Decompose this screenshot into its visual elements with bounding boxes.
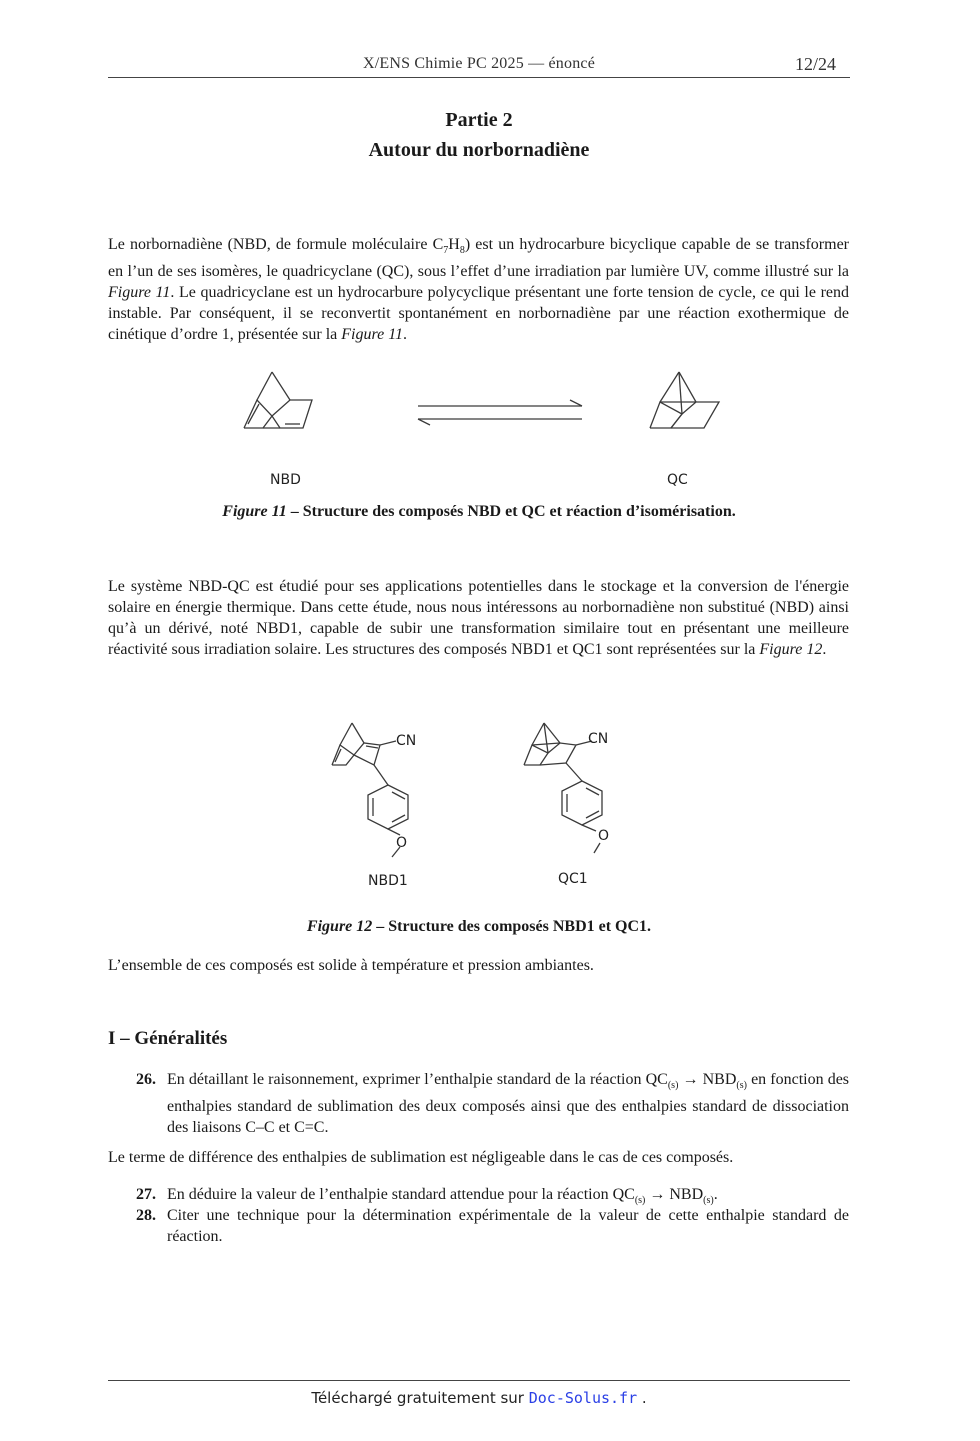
equilibrium-arrows — [418, 400, 582, 425]
state-paragraph: L’ensemble de ces composés est solide à température et pression ambiantes. — [108, 957, 594, 974]
nbd-structure — [244, 372, 312, 428]
qc-label: QC — [667, 472, 688, 488]
part-title: Partie 2 — [445, 109, 513, 131]
question-text: Citer une technique pour la détermination expérimentale de la valeur de cette enthalpie standard de réaction. — [167, 1207, 849, 1245]
qc1-o-label: O — [598, 828, 610, 844]
nbd-label: NBD — [270, 472, 301, 488]
question-text: En détaillant le raisonnement, exprimer l’enthalpie standard de la réaction $QC_{(s)} \to NBD_{(s)}$ en fonction des enthalpies standard de sublimation des deux composés ainsi que des enthalpies standard de dissociation des liaisons C–C et C=C. — [167, 1071, 850, 1137]
footer-rule — [108, 1380, 850, 1381]
footer: Téléchargé gratuitement sur Doc-Solus.fr . — [311, 1389, 647, 1407]
qc-structure — [650, 372, 719, 428]
part-subtitle: Autour du norbornadiène — [368, 139, 590, 161]
question-number: 28. — [136, 1207, 156, 1224]
question-number: 27. — [136, 1186, 156, 1203]
nbd1-cn-label: CN — [396, 733, 417, 749]
nbd1-label: NBD1 — [368, 873, 408, 889]
second-paragraph: Le système NBD-QC est étudié pour ses applications potentielles dans le stockage et la conversion de l'énergie solaire en énergie thermique. Dans cette étude, nous nous intéressons au norbornadiène non substitué (NBD) ainsi qu’à un dérivé, noté NBD1, capable de subir une transformation similaire tout en présentant une meilleure réactivité sous irradiation solaire. Les structures des composés NBD1 et QC1 sont représentées sur la Figure 12. — [108, 578, 849, 658]
header-rule — [108, 77, 850, 78]
doc-solus-link[interactable]: Doc-Solus.fr — [528, 1389, 638, 1407]
qc1-label: QC1 — [558, 871, 588, 887]
figure-ref: Figure 12 — [759, 641, 823, 658]
figure-12-caption: Figure 12 – Structure des composés NBD1 et QC1. — [306, 918, 652, 935]
running-header: X/ENS Chimie PC 2025 — énoncé — [362, 55, 595, 72]
question-26 — [136, 1069, 849, 1138]
intro-paragraph: Le norbornadiène (NBD, de formule moléculaire $C_7H_8$) est un hydrocarbure bicyclique capable de se transformer en l’un de ses isomères, le quadricyclane (QC), sous l’effet d’une irradiation par lumière UV, comme illustré sur la Figure 11. Le quadricyclane est un hydrocarbure polycyclique présentant une forte tension de cycle, ce qui le rend instable. Par conséquent, il se reconvertit spontanément en norbornadiène par une réaction exothermique de cinétique d’ordre 1, présentée sur la Figure 11. — [108, 236, 850, 344]
qc1-cn-label: CN — [588, 731, 609, 747]
figure-ref: Figure 11 — [341, 326, 403, 344]
figure-ref: Figure 11 — [108, 284, 171, 302]
nbd1-o-label: O — [396, 835, 408, 851]
sublimation-note: Le terme de différence des enthalpies de sublimation est négligeable dans le cas de ces composés. — [108, 1149, 734, 1166]
question-number: 26. — [136, 1071, 156, 1088]
question-28 — [136, 1205, 849, 1247]
section-title: I – Généralités — [108, 1028, 228, 1049]
figure-11-caption: Figure 11 – Structure des composés NBD et QC et réaction d’isomérisation. — [222, 503, 736, 520]
page-number: 12/24 — [795, 54, 837, 74]
question-text: En déduire la valeur de l’enthalpie standard attendue pour la réaction $QC_{(s)} \to NBD_{(s)}$. — [167, 1186, 718, 1207]
figure-11-drawing — [230, 362, 750, 442]
